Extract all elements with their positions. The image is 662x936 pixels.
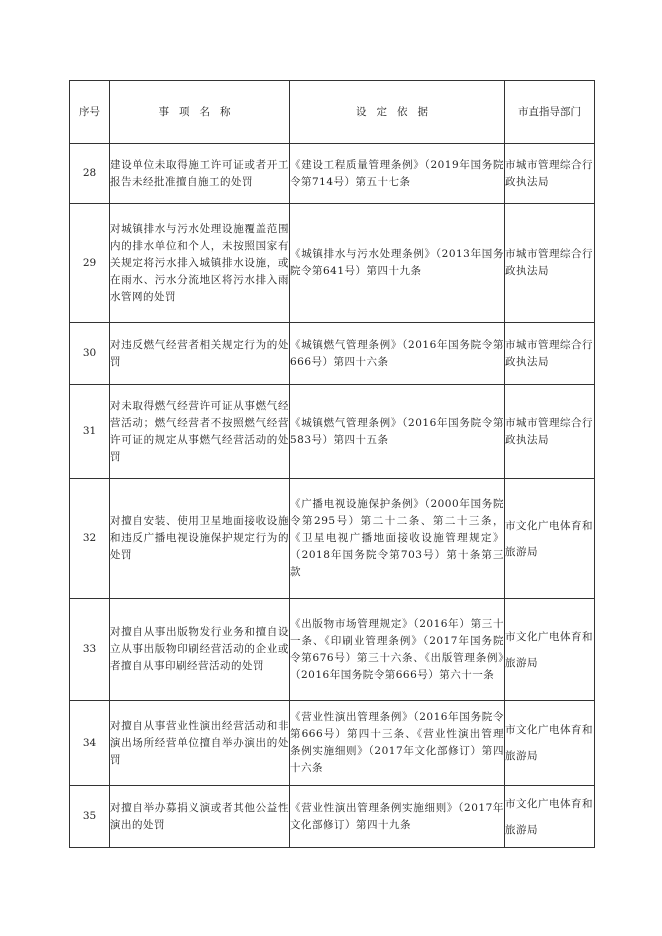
row-item: 对未取得燃气经营许可证从事燃气经营活动；燃气经营者不按照燃气经营许可证的规定从事燃气经营活动的处罚 xyxy=(110,385,290,479)
table-row xyxy=(70,479,595,599)
row-no: 29 xyxy=(70,204,110,323)
table-row xyxy=(70,144,595,204)
row-dept: 市城市管理综合行政执法局 xyxy=(505,144,595,204)
row-no: 28 xyxy=(70,144,110,204)
row-basis: 《城镇燃气管理条例》（2016年国务院令第583号）第四十五条 xyxy=(290,385,505,479)
row-no: 33 xyxy=(70,599,110,701)
row-basis: 《建设工程质量管理条例》（2019年国务院令第714号）第五十七条 xyxy=(290,144,505,204)
header-no: 序号 xyxy=(70,81,110,144)
table-header-row xyxy=(70,81,595,144)
row-basis: 《广播电视设施保护条例》（2000年国务院令第295号）第二十二条、第二十三条，《卫星电视广播地面接收设施管理规定》（2018年国务院令第703号）第十条第三款 xyxy=(290,479,505,599)
header-dept: 市直指导部门 xyxy=(505,81,595,144)
row-item: 对擅自从事营业性演出经营活动和非演出场所经营单位擅自举办演出的处罚 xyxy=(110,701,290,786)
row-no: 32 xyxy=(70,479,110,599)
row-basis: 《营业性演出管理条例实施细则》（2017年文化部修订）第四十九条 xyxy=(290,786,505,848)
row-dept: 市城市管理综合行政执法局 xyxy=(505,323,595,385)
row-basis: 《营业性演出管理条例》（2016年国务院令第666号）第四十三条、《营业性演出管理条例实施细则》（2017年文化部修订）第四十六条 xyxy=(290,701,505,786)
row-basis: 《出版物市场管理规定》（2016年）第三十一条、《印刷业管理条例》（2017年国务院令第676号）第三十六条、《出版管理条例》（2016年国务院令第666号）第六十一条 xyxy=(290,599,505,701)
header-basis: 设定依据 xyxy=(290,81,505,144)
row-item: 对擅自从事出版物发行业务和擅自设立从事出版物印刷经营活动的企业或者擅自从事印刷经营活动的处罚 xyxy=(110,599,290,701)
table-row xyxy=(70,323,595,385)
row-dept: 市文化广电体育和旅游局 xyxy=(505,599,595,701)
row-dept: 市文化广电体育和旅游局 xyxy=(505,786,595,848)
table-row xyxy=(70,204,595,323)
row-basis: 《城镇燃气管理条例》（2016年国务院令第666号）第四十六条 xyxy=(290,323,505,385)
table-row xyxy=(70,385,595,479)
row-dept: 市城市管理综合行政执法局 xyxy=(505,385,595,479)
row-basis: 《城镇排水与污水处理条例》（2013年国务院令第641号）第四十九条 xyxy=(290,204,505,323)
table-row xyxy=(70,786,595,848)
table-row xyxy=(70,599,595,701)
row-no: 30 xyxy=(70,323,110,385)
row-item: 对城镇排水与污水处理设施覆盖范围内的排水单位和个人，未按照国家有关规定将污水排入城镇排水设施，或在雨水、污水分流地区将污水排入雨水管网的处罚 xyxy=(110,204,290,323)
row-item: 对擅自举办募捐义演或者其他公益性演出的处罚 xyxy=(110,786,290,848)
row-dept: 市文化广电体育和旅游局 xyxy=(505,479,595,599)
row-dept: 市文化广电体育和旅游局 xyxy=(505,701,595,786)
row-no: 31 xyxy=(70,385,110,479)
penalty-items-table xyxy=(69,80,595,848)
row-no: 35 xyxy=(70,786,110,848)
row-no: 34 xyxy=(70,701,110,786)
row-dept: 市城市管理综合行政执法局 xyxy=(505,204,595,323)
header-item: 事项名称 xyxy=(110,81,290,144)
row-item: 对擅自安装、使用卫星地面接收设施和违反广播电视设施保护规定行为的处罚 xyxy=(110,479,290,599)
table-row xyxy=(70,701,595,786)
row-item: 建设单位未取得施工许可证或者开工报告未经批准擅自施工的处罚 xyxy=(110,144,290,204)
row-item: 对违反燃气经营者相关规定行为的处罚 xyxy=(110,323,290,385)
